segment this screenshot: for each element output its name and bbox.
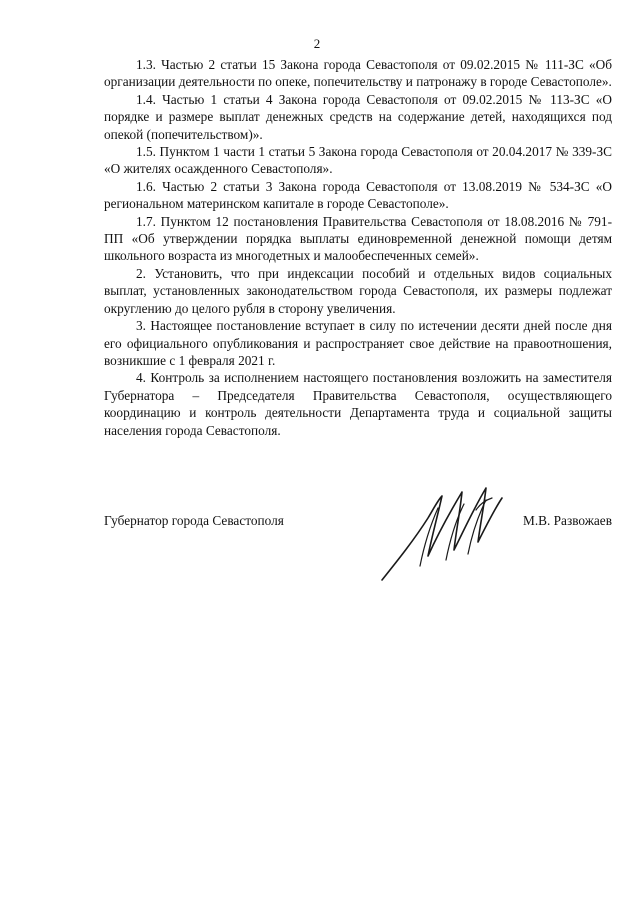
- paragraph-3: 3. Настоящее постановление вступает в силу по истечении десяти дней после дня его официального опубликования и распространяет свое действие на правоотношения, возникшие с 1 февраля 2021 г.: [104, 318, 612, 368]
- page-number: 2: [313, 36, 321, 51]
- paragraph-1-3: 1.3. Частью 2 статьи 15 Закона города Севастополя от 09.02.2015 № 111-ЗС «Об организации деятельности по опеке, попечительству и патронажу в городе Севастополе».: [104, 57, 612, 90]
- document-body: [104, 56, 612, 439]
- paragraph-4: 4. Контроль за исполнением настоящего постановления возложить на заместителя Губернатора – Председателя Правительства Севастополя, осуществляющего координацию и контроль деятельности Департамента труда и социальной защиты населения города Севастополя.: [104, 370, 612, 438]
- signatory-title: Губернатор города Севастополя: [104, 513, 284, 528]
- paragraph-1-5: 1.5. Пунктом 1 части 1 статьи 5 Закона города Севастополя от 20.04.2017 № 339-ЗС «О жителях осажденного Севастополя».: [104, 144, 612, 177]
- paragraph-1-4: 1.4. Частью 1 статьи 4 Закона города Севастополя от 09.02.2015 № 113-ЗС «О порядке и размере выплат денежных средств на содержание детей, находящихся под опекой (попечительством)».: [104, 91, 612, 142]
- signatory-name: М.В. Развожаев: [523, 513, 612, 528]
- paragraph-1-7: 1.7. Пунктом 12 постановления Правительства Севастополя от 18.08.2016 № 791-ПП «Об утверждении порядка выплаты единовременной денежной помощи детям школьного возраста из многодетных и малообеспеченных семей».: [104, 213, 612, 264]
- paragraph-2: 2. Установить, что при индексации пособий и отдельных видов социальных выплат, установленных законодательством города Севастополя, их размеры подлежат округлению до целого рубля в сторону увеличения.: [104, 265, 612, 316]
- paragraph-1-6: 1.6. Частью 2 статьи 3 Закона города Севастополя от 13.08.2019 № 534-ЗС «О региональном материнском капитале в городе Севастополе».: [104, 178, 612, 212]
- handwritten-signature: [368, 470, 588, 590]
